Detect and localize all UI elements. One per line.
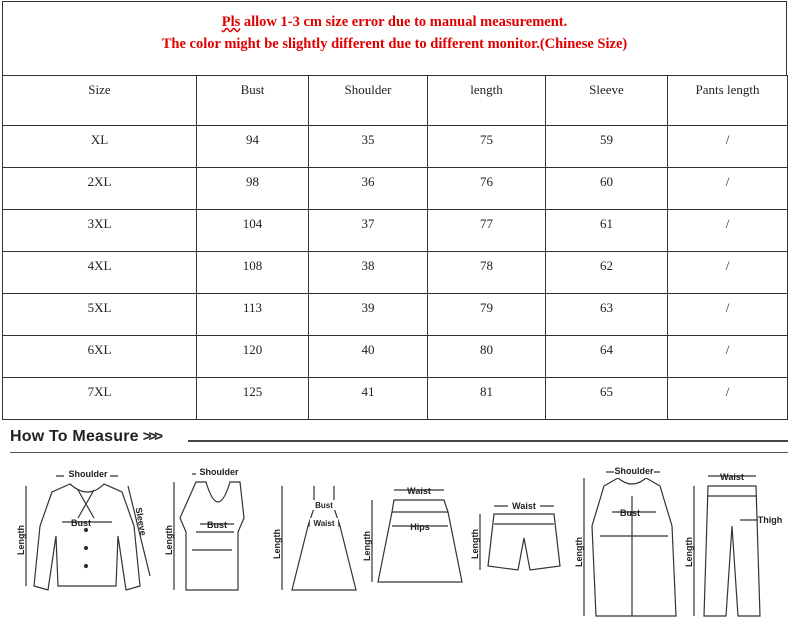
header-bust: Bust [197,76,309,126]
cell-sleeve: 63 [546,294,668,336]
waist-label: Waist [512,501,536,511]
cell-bust: 113 [197,294,309,336]
cell-sleeve: 61 [546,210,668,252]
length-label: Length [362,531,372,561]
heading-rule [188,440,788,442]
measurement-illustrations [0,456,790,622]
cell-shoulder: 35 [309,126,428,168]
header-size: Size [3,76,197,126]
cell-size: 6XL [3,336,197,378]
cell-pants-length: / [668,210,788,252]
shoulder-label: Shoulder [68,469,108,479]
header-length: length [428,76,546,126]
bust-label: Bust [620,508,640,518]
skirt-figure [362,486,462,582]
shoulder-label: Shoulder [614,466,654,476]
notice-line-2: The color might be slightly different due to different monitor.(Chinese Size) [161,36,628,52]
cell-shoulder: 38 [309,252,428,294]
bust-label: Bust [71,518,91,528]
length-label: Length [16,525,26,555]
shirt-figure [16,467,150,590]
how-to-measure-heading [10,428,160,446]
bust-label: Bust [207,520,227,530]
cell-size: 3XL [3,210,197,252]
shirt-outline [34,484,140,590]
pants-figure [684,472,782,616]
length-label: Length [574,537,584,567]
shoulder-label: Shoulder [199,467,239,477]
cell-sleeve: 59 [546,126,668,168]
cell-size: 2XL [3,168,197,210]
cell-bust: 94 [197,126,309,168]
cell-size: 4XL [3,252,197,294]
cell-bust: 98 [197,168,309,210]
cell-size: 7XL [3,378,197,420]
table-row [3,126,788,168]
cell-sleeve: 60 [546,168,668,210]
cell-shoulder: 41 [309,378,428,420]
notice-line-1 [3,14,786,31]
cell-pants-length: / [668,126,788,168]
coat-figure [574,464,676,616]
how-to-measure-title: How To Measure [10,428,139,445]
triple-chevron-icon: >>> [142,428,161,445]
cell-shoulder: 37 [309,210,428,252]
cell-length: 80 [428,336,546,378]
cell-pants-length: / [668,336,788,378]
cell-size: XL [3,126,197,168]
length-label: Length [684,537,694,567]
cell-sleeve: 65 [546,378,668,420]
size-table [2,75,788,420]
cell-pants-length: / [668,252,788,294]
cell-length: 77 [428,210,546,252]
section-divider [10,452,788,453]
table-row [3,252,788,294]
table-row [3,378,788,420]
tank-figure [164,465,244,590]
cell-length: 76 [428,168,546,210]
notice-line-1-text: allow 1-3 cm size error due to manual measurement. [240,14,568,30]
shorts-outline [488,514,560,570]
header-shoulder: Shoulder [309,76,428,126]
cell-bust: 120 [197,336,309,378]
bust-label: Bust [315,501,333,510]
cell-shoulder: 40 [309,336,428,378]
length-label: Length [164,525,174,555]
waist-label: Waist [407,486,431,496]
hips-label: Hips [410,522,430,532]
cell-length: 75 [428,126,546,168]
coat-outline [592,478,676,616]
shorts-figure [470,500,560,570]
cell-length: 81 [428,378,546,420]
waist-label: Waist [720,472,744,482]
cell-shoulder: 36 [309,168,428,210]
sleeve-label: Sleeve [133,506,149,537]
notice-pls: Pls [221,14,241,30]
cell-pants-length: / [668,168,788,210]
cell-bust: 104 [197,210,309,252]
notice-box [2,1,787,75]
cell-sleeve: 62 [546,252,668,294]
table-header-row [3,76,788,126]
header-pants-length: Pants length [668,76,788,126]
table-row [3,210,788,252]
cell-bust: 108 [197,252,309,294]
cell-bust: 125 [197,378,309,420]
table-row [3,336,788,378]
table-row [3,294,788,336]
shirt-bow [78,490,94,518]
length-label: Length [470,529,480,559]
header-sleeve: Sleeve [546,76,668,126]
cell-length: 79 [428,294,546,336]
cell-sleeve: 64 [546,336,668,378]
cell-pants-length: / [668,378,788,420]
tank-outline [180,482,244,590]
cell-pants-length: / [668,294,788,336]
thigh-label: Thigh [757,515,783,525]
length-label: Length [272,529,282,559]
waist-label: Waist [313,519,335,528]
table-row [3,168,788,210]
dress-figure [272,486,356,590]
cell-length: 78 [428,252,546,294]
cell-size: 5XL [3,294,197,336]
pants-outline [704,486,760,616]
cell-shoulder: 39 [309,294,428,336]
